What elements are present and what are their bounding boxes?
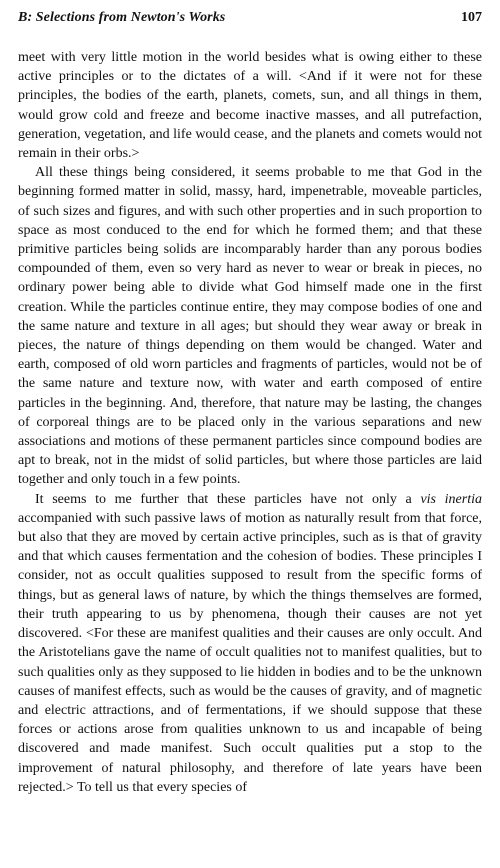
- paragraph-3-text-before: It seems to me further that these particles have not only a: [35, 491, 421, 507]
- paragraph-2: All these things being considered, it seems probable to me that God in the beginning formed matter in solid, massy, hard, impenetrable, moveable particles, of such sizes and figures, and with such other properties and in such proportion to space as most conduced to the end for which he formed them; and that these primitive particles being solids are incomparably harder than any porous bodies compounded of them, even so very hard as never to wear or break in pieces, no ordinary power being able to divide what God himself made one in the first creation. While the particles continue entire, they may compose bodies of one and the same nature and texture in all ages; but should they wear away or break in pieces, the nature of things depending on them would be changed. Water and earth, composed of old worn particles and fragments of particles, would not be of the same nature and texture now, with water and earth composed of entire particles in the beginning. And, therefore, that nature may be lasting, the changes of corporeal things are to be placed only in the various separations and new associations and motions of these permanent particles since compound bodies are apt to break, not in the midst of solid particles, but where those particles are laid together and only touch in a few points.: [18, 165, 482, 488]
- paragraph-3-text-after: accompanied with such passive laws of motion as naturally result from that force, but also that they are moved by certain active principles, such as is that of gravity and that which causes fermentation and the cohesion of bodies. These principles I consider, not as occult qualities supposed to result from the specific forms of things, but as general laws of nature, by which the things themselves are formed, their truth appearing to us by phenomena, though their causes are not yet discovered. <For these are manifest qualities and their causes are only occult. And the Aristotelians gave the name of occult qualities not to manifest qualities, but to such qualities only as they supposed to lie hidden in bodies and to be the unknown causes of manifest effects, such as would be the causes of gravity, and of magnetic and electric attractions, and of fermentations, if we should suppose that these forces or actions arose from qualities unknown to us and incapable of being discovered and made manifest. Such occult qualities put a stop to the improvement of natural philosophy, and therefore of late years have been rejected.> To tell us that every species of: [18, 510, 482, 795]
- paragraph-3: [18, 490, 482, 797]
- paragraph-1: meet with very little motion in the world besides what is owing either to these active principles or to the dictates of a will. <And if it were not for these principles, the bodies of the earth, planets, comets, sun, and all things in them, would grow cold and freeze and become inactive masses, and all putrefaction, generation, vegetation, and life would cease, and the planets and comets would not remain in their orbs.>: [18, 50, 482, 162]
- page-header: [18, 10, 482, 36]
- page-number: 107: [461, 10, 482, 25]
- body-text: [18, 48, 482, 868]
- running-head: B: Selections from Newton's Works: [18, 10, 226, 25]
- paragraph-3-emphasis: vis inertia: [420, 491, 482, 507]
